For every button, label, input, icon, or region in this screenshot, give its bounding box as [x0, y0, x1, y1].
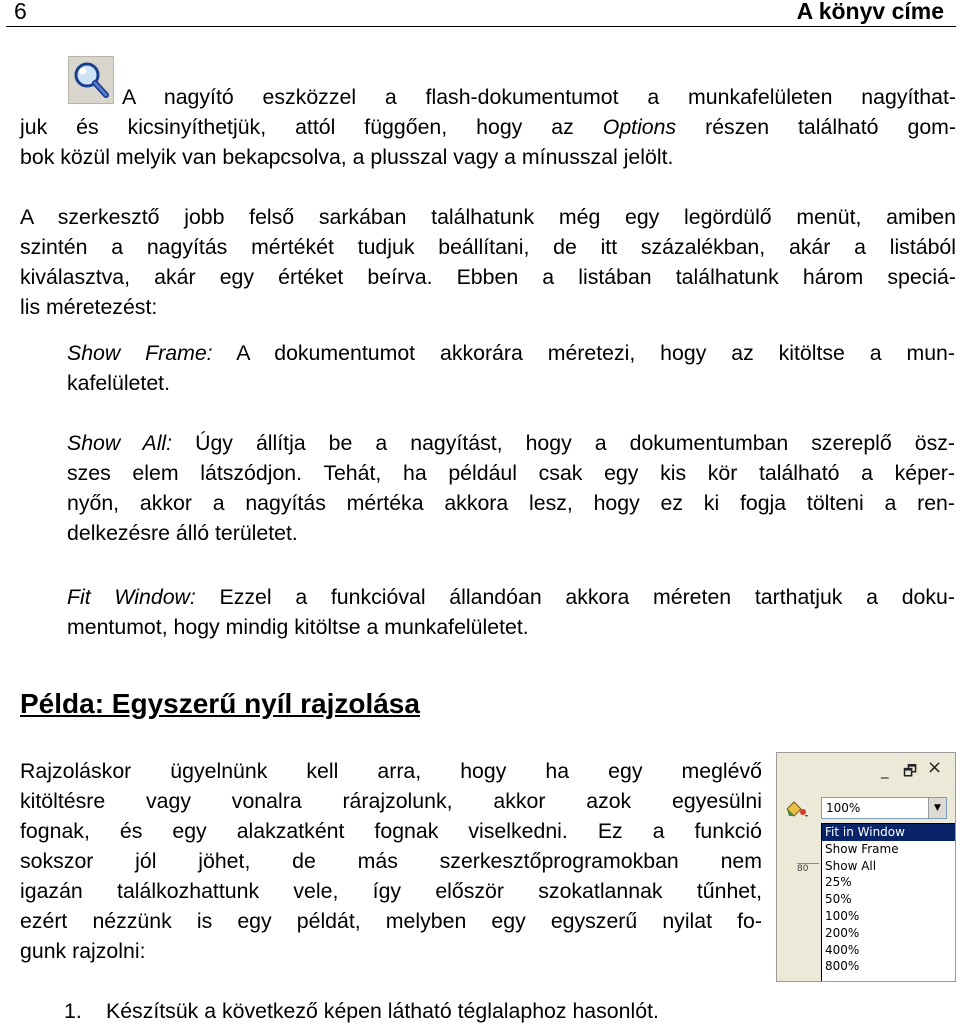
numbered-list-item: [64, 996, 659, 1026]
text-line: Show Frame: A dokumentumot akkorára méretezi, hogy az kitöltse a mun-: [67, 341, 955, 365]
ruler: 80: [797, 863, 819, 874]
zoom-combobox[interactable]: [821, 797, 947, 819]
term: Show All:: [67, 431, 173, 455]
text-line: lis méretezést:: [20, 295, 158, 319]
restore-icon[interactable]: 🗗: [903, 762, 918, 780]
text-line: igazán találkozhattunk vele, így először szokatlannak tűnhet,: [20, 879, 762, 903]
close-icon[interactable]: ×: [927, 757, 943, 778]
definition-fit-window: [67, 582, 955, 642]
text-line: gunk rajzolni:: [20, 939, 146, 963]
zoom-options-list: [821, 823, 956, 982]
paragraph-example: [20, 756, 762, 966]
paint-bucket-icon[interactable]: [783, 797, 811, 821]
zoom-option[interactable]: Show All: [825, 858, 877, 873]
zoom-option[interactable]: 800%: [825, 959, 860, 974]
text-line: kitöltésre vagy vonalra rárajzolunk, akkor azok egyesülni: [20, 789, 762, 813]
text-line: szintén a nagyítás mértékét tudjuk beállítani, de itt százalékban, akár a listából: [20, 235, 956, 259]
chevron-down-icon[interactable]: ▼: [928, 798, 946, 818]
zoom-option[interactable]: 100%: [825, 908, 860, 923]
minimize-icon[interactable]: _: [881, 761, 889, 779]
section-heading: Példa: Egyszerű nyíl rajzolása: [20, 688, 420, 719]
text-line: Fit Window: Ezzel a funkcióval állandóan akkora méreten tarthatjuk a doku-: [67, 585, 955, 609]
list-number: 1.: [64, 999, 82, 1023]
zoom-dropdown-screenshot: [776, 752, 956, 982]
paragraph-zoom-dropdown: [20, 202, 956, 322]
text-line: sokszor jól jöhet, de más szerkesztőprogramokban nem: [20, 849, 762, 873]
term: Fit Window:: [67, 585, 196, 609]
text-line: nyőn, akkor a nagyítás mértéka akkora lesz, hogy ez ki fogja tölteni a ren-: [67, 491, 955, 515]
text-line: A nagyító eszközzel a flash-dokumentumot a munkafelületen nagyíthat-: [122, 85, 956, 109]
zoom-option[interactable]: 50%: [825, 892, 852, 907]
paragraph-zoom-tool: [20, 82, 956, 172]
zoom-option[interactable]: 25%: [825, 875, 852, 890]
definition-show-frame: [67, 338, 955, 398]
definition-show-all: [67, 428, 955, 548]
text-line: delkezésre álló területet.: [67, 521, 298, 545]
text-line: fognak, és egy alakzatként fognak viselkedni. Ez a funkció: [20, 819, 762, 843]
text-line: kafelületet.: [67, 371, 171, 395]
text-line: ezért nézzünk is egy példát, melyben egy egyszerű nyilat fo-: [20, 909, 762, 933]
zoom-option[interactable]: 200%: [825, 925, 860, 940]
text-line: Rajzoláskor ügyelnünk kell arra, hogy ha egy meglévő: [20, 759, 762, 783]
term: Show Frame:: [67, 341, 213, 365]
zoom-option[interactable]: Fit in Window: [822, 824, 956, 841]
list-text: Készítsük a következő képen látható téglalaphoz hasonlót.: [106, 999, 659, 1023]
text-line: Show All: Úgy állítja be a nagyítást, hogy a dokumentumban szereplő ösz-: [67, 431, 955, 455]
zoom-option[interactable]: 400%: [825, 942, 860, 957]
page-number: 6: [14, 0, 27, 24]
window-titlebar: [777, 753, 955, 787]
page-header: [6, 0, 956, 27]
text-line: szes elem látszódjon. Tehát, ha például csak egy kis kör található a képer-: [67, 461, 955, 485]
text-line: juk és kicsinyíthetjük, attól függően, hogy az Options részen található gom-: [20, 115, 956, 139]
text-line: A szerkesztő jobb felső sarkában találhatunk még egy legördülő menüt, amiben: [20, 205, 956, 229]
text-line: bok közül melyik van bekapcsolva, a plusszal vagy a mínusszal jelölt.: [20, 145, 674, 169]
text-line: kiválasztva, akár egy értéket beírva. Ebben a listában találhatunk három speciá-: [20, 265, 956, 289]
zoom-option[interactable]: Show Frame: [825, 841, 899, 856]
text-line: mentumot, hogy mindig kitöltse a munkafelületet.: [67, 615, 529, 639]
book-title: A könyv címe: [796, 0, 944, 24]
zoom-value[interactable]: 100%: [826, 801, 861, 815]
